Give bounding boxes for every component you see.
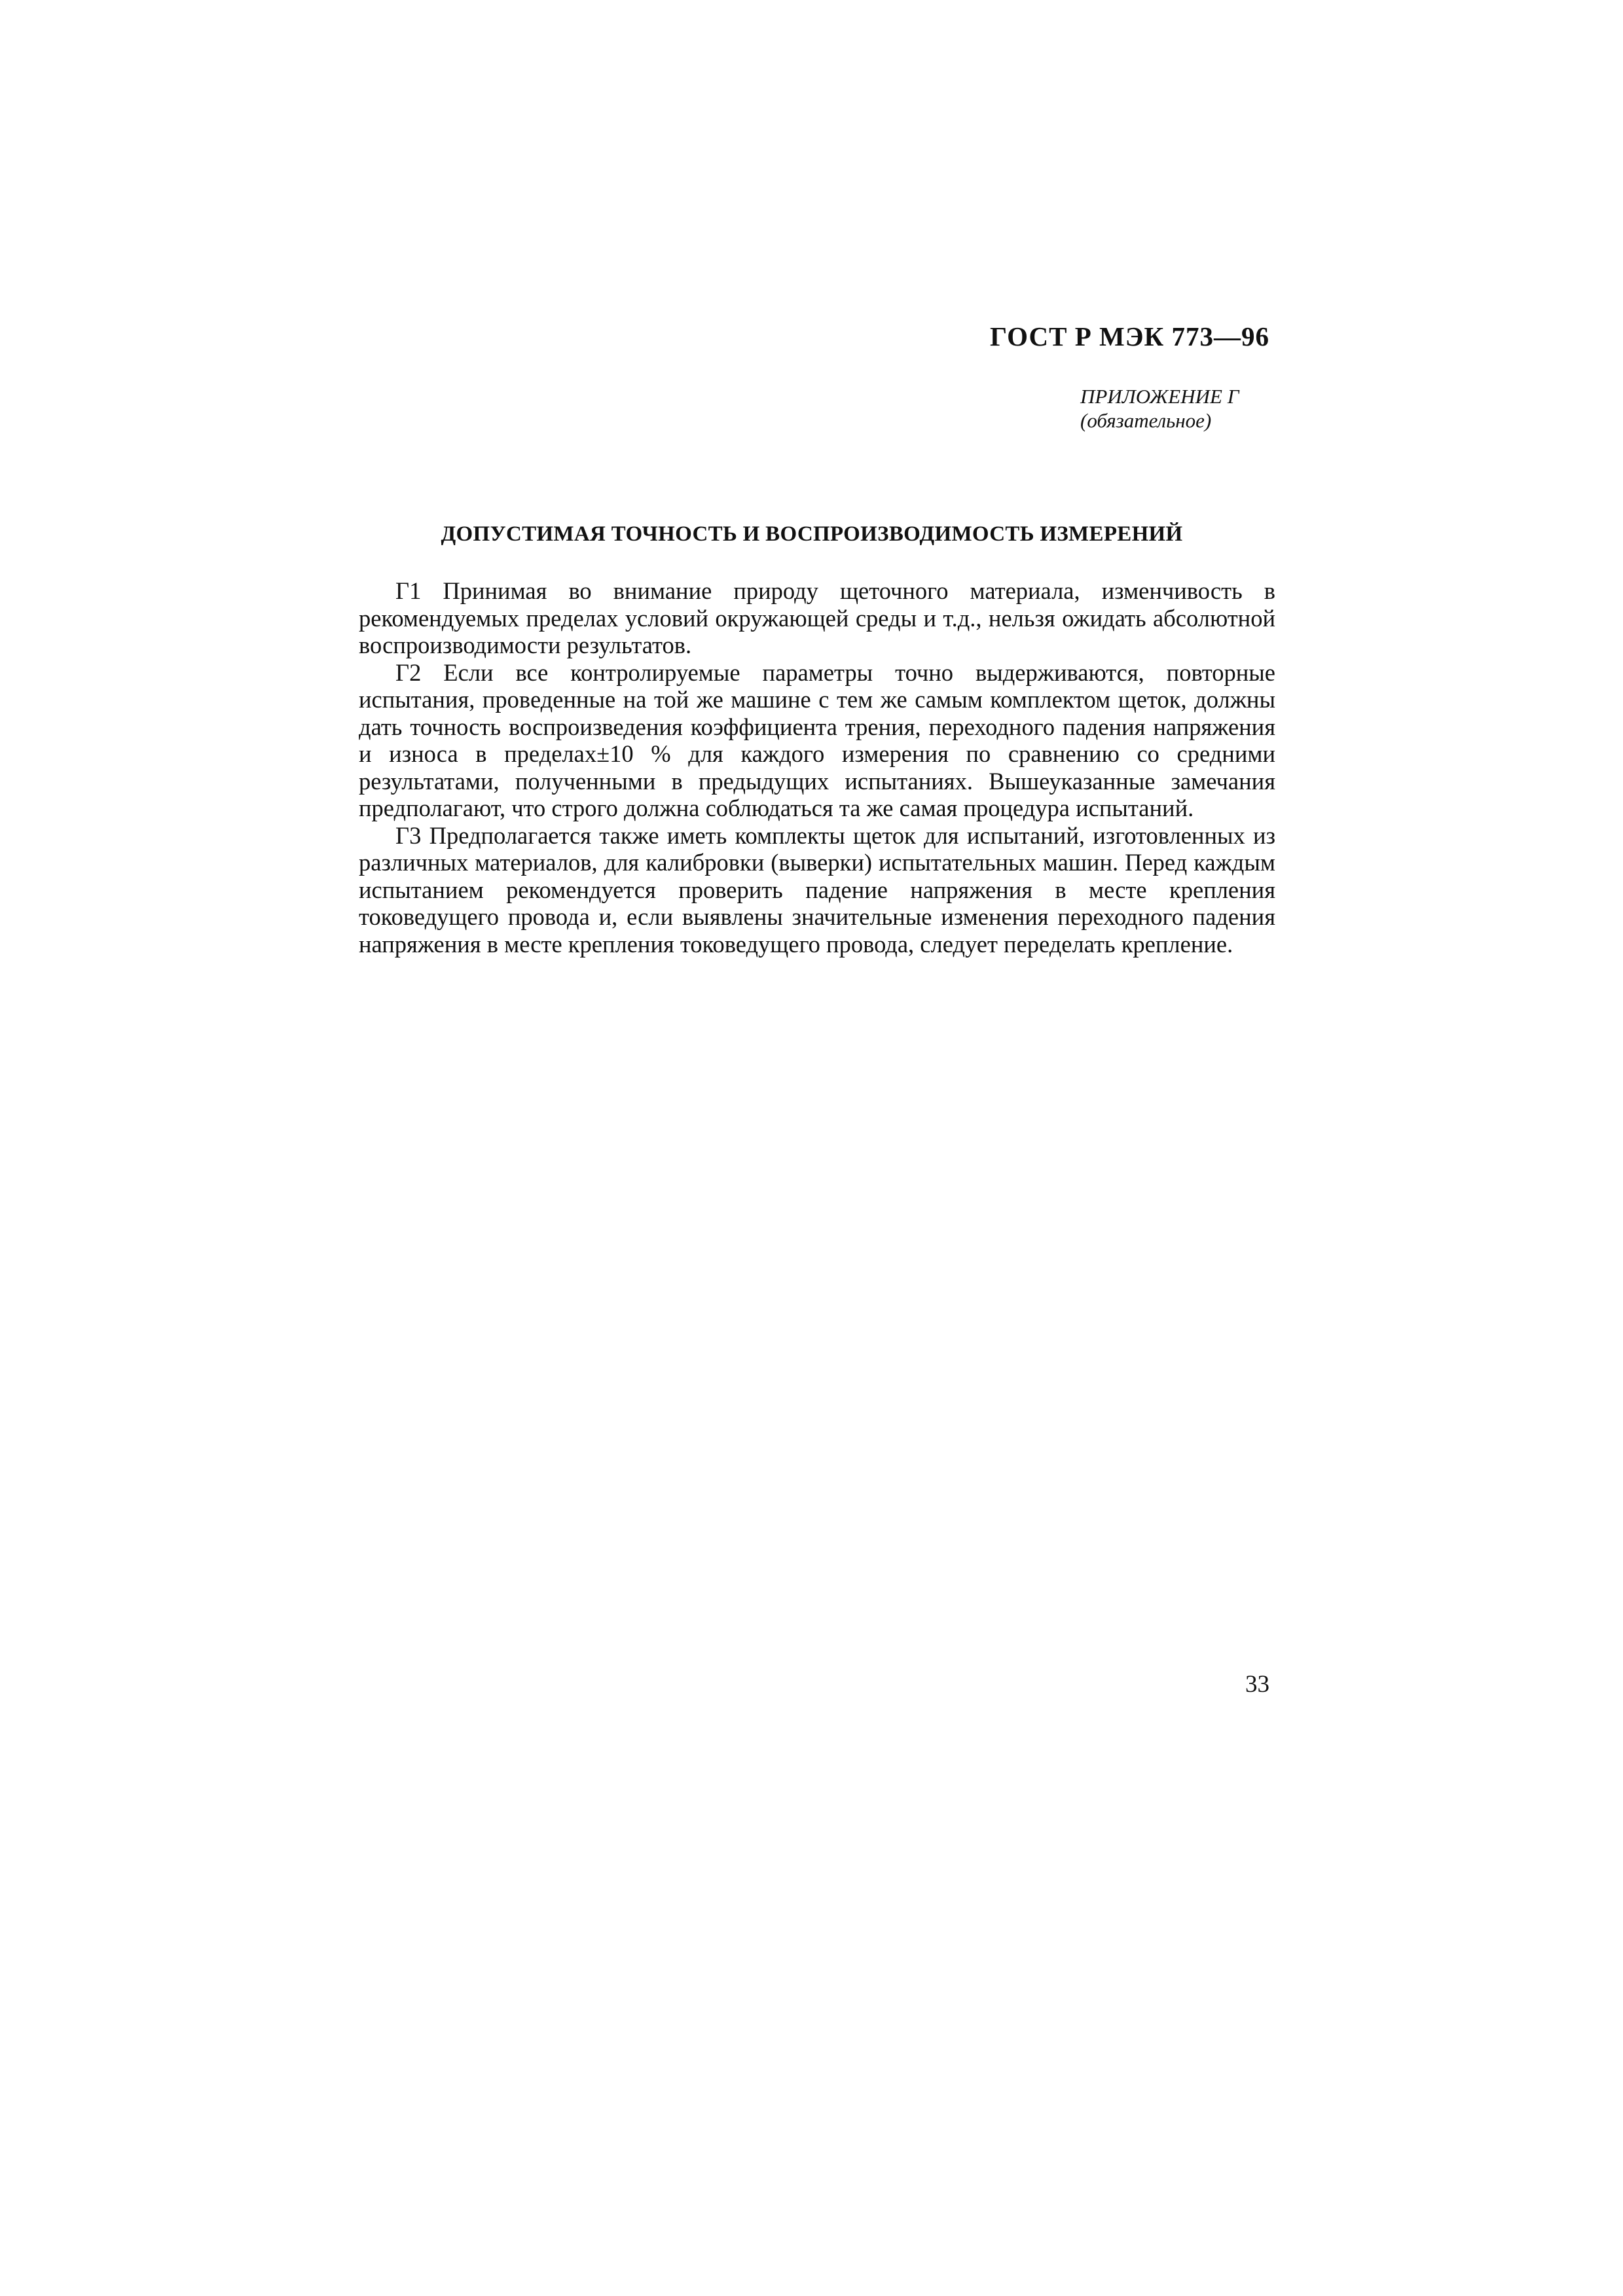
section-body [359, 577, 1275, 958]
appendix-status: (обязательное) [1080, 409, 1212, 432]
page-number: 33 [1245, 1671, 1269, 1698]
paragraph-g2: Г2 Если все контролируемые параметры точно выдерживаются, повторные испытания, проведенные на той же машине с тем же самым комплектом щеток, должны дать точность воспроизведения коэффициента трения, переходного падения напряжения и износа в пределах±10 % для каждого измерения по сравнению со средними результатами, полученными в предыдущих испытаниях. Вышеуказанные замечания предполагают, что строго должна соблюдаться та же самая процедура испытаний. [359, 658, 1275, 821]
section-heading: ДОПУСТИМАЯ ТОЧНОСТЬ И ВОСПРОИЗВОДИМОСТЬ ИЗМЕРЕНИЙ [441, 522, 1183, 546]
document-code: ГОСТ Р МЭК 773—96 [990, 321, 1269, 351]
appendix-title: ПРИЛОЖЕНИЕ Г [1080, 385, 1239, 408]
paragraph-g3: Г3 Предполагается также иметь комплекты щеток для испытаний, изготовленных из различных материалов, для калибровки (выверки) испытательных машин. Перед каждым испытанием рекомендуется проверить падение напряжения в месте крепления токоведущего провода и, если выявлены значительные изменения переходного падения напряжения в месте крепления токоведущего провода, следует переделать крепление. [359, 821, 1275, 958]
appendix-label [1080, 384, 1277, 433]
paragraph-g1: Г1 Принимая во внимание природу щеточного материала, изменчивость в рекомендуемых пределах условий окружающей среды и т.д., нельзя ожидать абсолютной воспроизводимости результатов. [359, 577, 1275, 658]
